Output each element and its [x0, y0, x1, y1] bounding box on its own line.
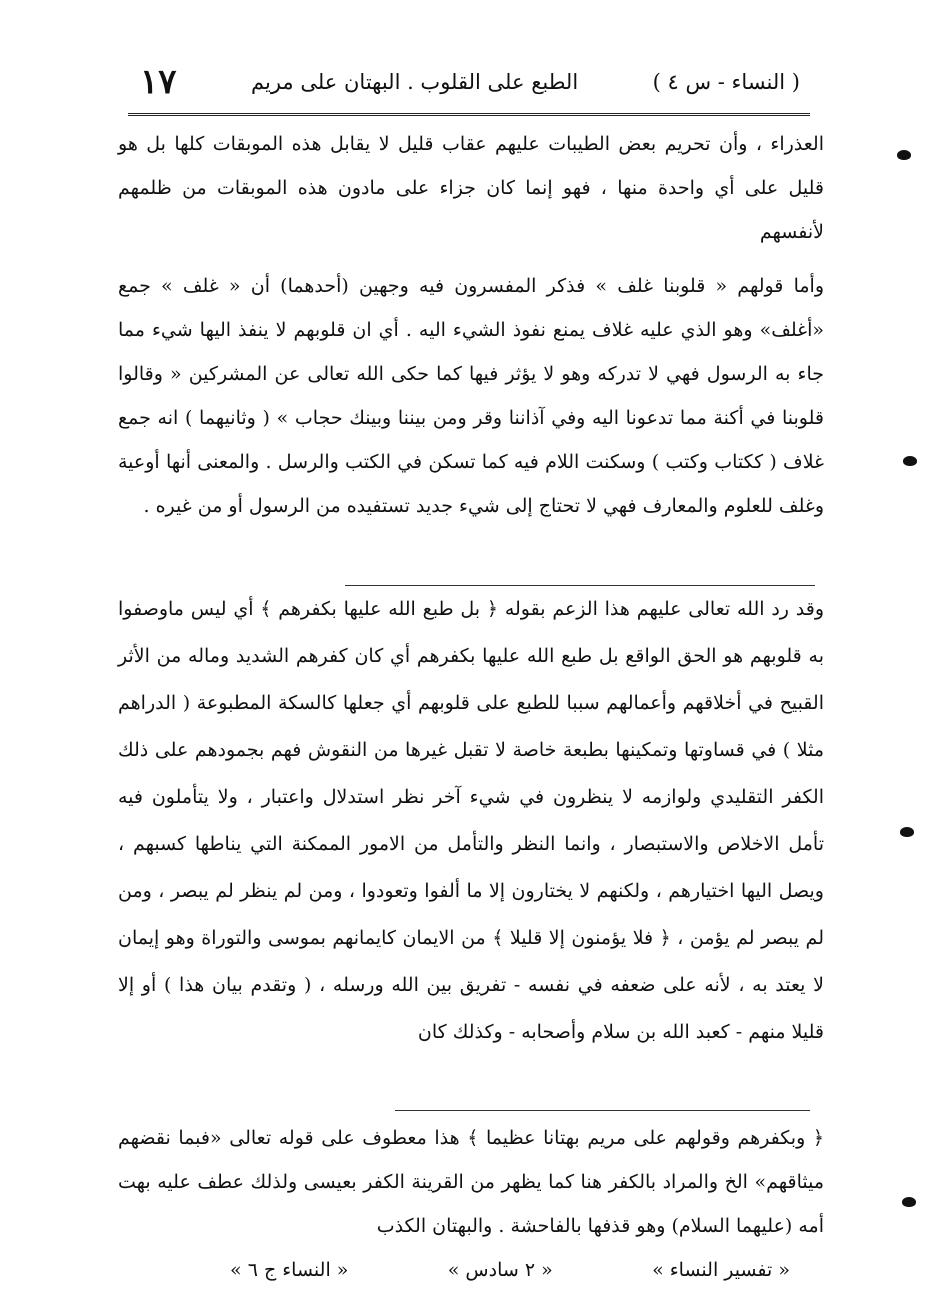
margin-mark [897, 150, 911, 160]
paragraph-text: وقد رد الله تعالى عليهم هذا الزعم بقوله ﴿ بل طبع الله عليها بكفرهم ﴾ أي ليس ماوصفوا به قلوبهم هو الحق الواقع بل طبع الله عليها بكفرهم أي كان كفرهم الشديد وماله من الأثر القبيح في أخلاقهم وأعمالهم سببا للطبع على قلوبهم أي جعلها كالسكة المطبوعة ( الدراهم مثلا ) في قساوتها وتمكينها بطبعة خاصة لا تقبل غيرها من النقوش فهم بجمودهم على ذلك الكفر التقليدي ولوازمه لا ينظرون في شيء آخر نظر استدلال واعتبار ، ولا يتأملون فيه تأمل الاخلاص والاستبصار ، وانما النظر والتأمل من الامور الممكنة التي يناطها كسبهم ، ويصل اليها اختيارهم ، ولكنهم لا يختارون إلا ما ألفوا وتعودوا ، ومن لم ينظر لم يبصر ، ومن لم يبصر لم يؤمن ، ﴿ فلا يؤمنون إلا قليلا ﴾ من الايمان كايمانهم بموسى والتوراة وهو إيمان لا يعتد به ، لأنه على ضعفه في نفسه - تفريق بين الله ورسله ، ( وتقدم بيان هذا ) أو إلا قليلا منهم - كعبد الله بن سلام وأصحابه - وكذلك كان [118, 598, 824, 1043]
footer-chapter: « النساء ج ٦ » [230, 1259, 349, 1281]
paragraph-text: وأما قولهم « قلوبنا غلف » فذكر المفسرون فيه وجهين (أحدهما) أن « غلف » جمع «أغلف» وهو الذي عليه غلاف يمنع نفوذ الشيء اليه . أي ان قلوبهم لا ينفذ اليها شيء مما جاء به الرسول فهي لا تدركه وهو لا يؤثر فيها كما حكى الله تعالى عن المشركين « وقالوا قلوبنا في أكنة مما تدعونا اليه وفي آذاننا وقر ومن بيننا وبينك حجاب » ( وثانيهما ) انه جمع غلاف ( ككتاب وكتب ) وسكنت اللام فيه كما تسكن في الكتب والرسل . والمعنى أنها أوعية وغلف للعلوم والمعارف فهي لا تحتاج إلى شيء جديد تستفيده من الرسول أو من غيره . [118, 275, 824, 517]
footer-book: « تفسير النساء » [652, 1259, 790, 1281]
margin-mark [902, 1197, 916, 1207]
running-header [140, 58, 800, 106]
footer-part: « ٢ سادس » [447, 1259, 553, 1281]
paragraph-4 [118, 1116, 824, 1248]
page-footer [230, 1255, 790, 1285]
page-number: ١٧ [140, 62, 177, 102]
paragraph-text: العذراء ، وأن تحريم بعض الطيبات عليهم عقاب قليل لا يقابل هذه الموبقات كلها بل هو قليل على أي واحدة منها ، فهو إنما كان جزاء على مادون هذه الموبقات من ظلمهم لأنفسهم [118, 133, 824, 243]
paragraph-2 [118, 264, 824, 528]
header-title: الطبع على القلوب . البهتان على مريم [251, 70, 579, 94]
paragraph-3 [118, 586, 824, 1056]
margin-mark [900, 827, 914, 837]
section-divider [395, 1110, 810, 1111]
paragraph-1 [118, 122, 824, 254]
margin-mark [903, 456, 917, 466]
paragraph-text: ﴿ وبكفرهم وقولهم على مريم بهتانا عظيما ﴾ هذا معطوف على قوله تعالى «فبما نقضهم ميثاقهم» الخ والمراد بالكفر هنا كما يظهر من القرينة الكفر بعيسى ولذلك عطف عليه بهت أمه (عليهما السلام) وهو قذفها بالفاحشة . والبهتان الكذب [118, 1127, 824, 1237]
header-rule [128, 113, 810, 116]
header-section: ( النساء - س ٤ ) [652, 70, 800, 94]
